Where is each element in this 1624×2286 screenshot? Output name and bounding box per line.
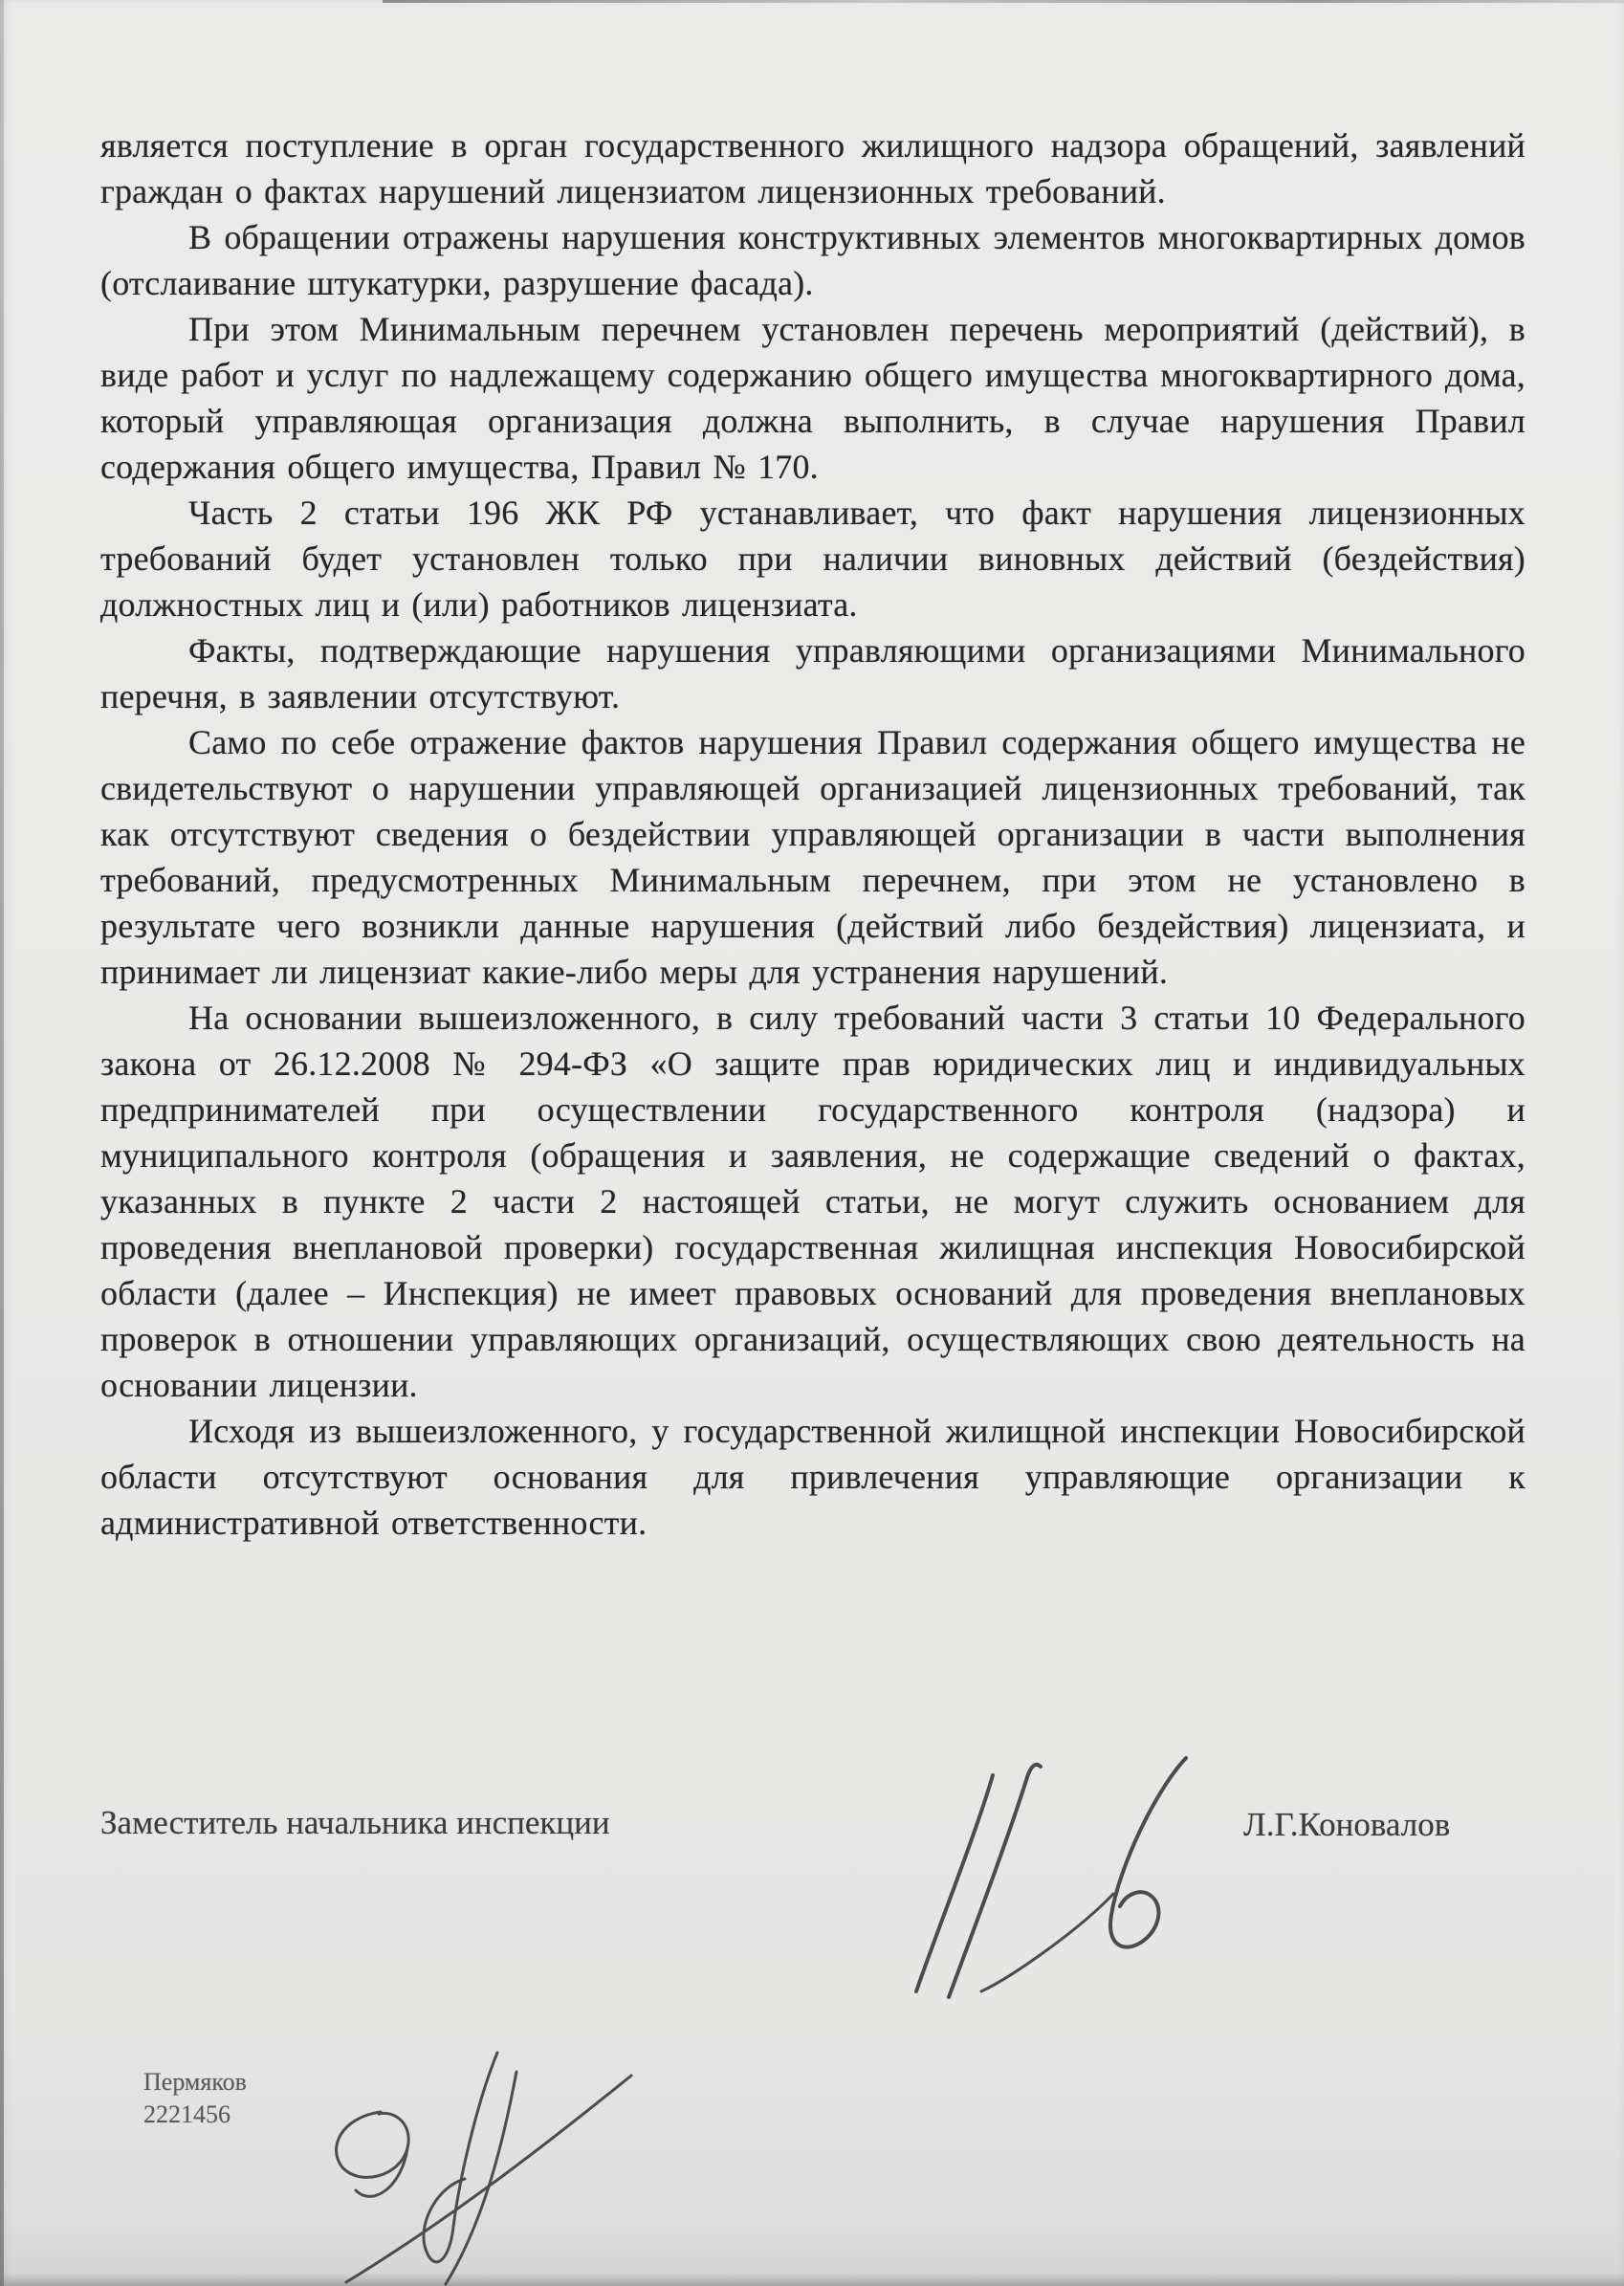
signer-position-title: Заместитель начальника инспекции (100, 1804, 610, 1841)
paragraph: Факты, подтверждающие нарушения управляющими организациями Минимального перечня, в заявлении отсутствуют. (100, 631, 1525, 715)
paragraph: В обращении отражены нарушения конструктивных элементов многоквартирных домов (отслаивание штукатурки, разрушение фасада). (100, 218, 1525, 302)
paragraph: При этом Минимальным перечнем установлен перечень мероприятий (действий), в виде работ и услуг по надлежащему содержанию общего имущества многоквартирного дома, который управляющая организация должна выполнить, в случае нарушения Правил содержания общего имущества, Правил № 170. (100, 310, 1525, 486)
executor-paraph-signature (256, 2045, 658, 2286)
paragraph: Само по себе отражение фактов нарушения Правил содержания общего имущества не свидетельствуют о нарушении управляющей организацией лицензионных требований, так как отсутствуют сведения о бездействии управляющей организации в части выполнения требований, предусмотренных Минимальным перечнем, при этом не установлено в результате чего возникли данные нарушения (действий либо бездействия) лицензиата, и принимает ли лицензиат какие-либо меры для устранения нарушений. (100, 723, 1525, 991)
document-body (100, 122, 1525, 1546)
paragraph: Исходя из вышеизложенного, у государственной жилищной инспекции Новосибирской области отсутствуют основания для привлечения управляющие организации к административной ответственности. (100, 1412, 1525, 1542)
signature-block (0, 1750, 1624, 2009)
paragraph: Часть 2 статьи 196 ЖК РФ устанавливает, что факт нарушения лицензионных требований будет установлен только при наличии виновных действий (бездействия) должностных лиц и (или) работников лицензиата. (100, 494, 1525, 624)
handwritten-signature (899, 1750, 1262, 1999)
executor-phone: 2221456 (143, 2100, 230, 2128)
paragraph: На основании вышеизложенного, в силу требований части 3 статьи 10 Федерального закона от 26.12.2008 № 294-ФЗ «О защите прав юридических лиц и индивидуальных предпринимателей при осуществлении государственного контроля (надзора) и муниципального контроля (обращения и заявления, не содержащие сведений о фактах, указанных в пункте 2 части 2 настоящей статьи, не могут служить основанием для проведения внеплановой проверки) государственная жилищная инспекция Новосибирской области (далее – Инспекция) не имеет правовых оснований для проведения внеплановых проверок в отношении управляющих организаций, осуществляющих свою деятельность на основании лицензии. (100, 999, 1525, 1404)
scan-top-edge-artifact (383, 0, 1624, 3)
paragraph: является поступление в орган государственного жилищного надзора обращений, заявлений граждан о фактах нарушений лицензиатом лицензионных требований. (100, 126, 1525, 210)
executor-footer (143, 2066, 736, 2286)
executor-name: Пермяков (143, 2068, 247, 2096)
signer-name: Л.Г.Коновалов (1243, 1806, 1451, 1843)
